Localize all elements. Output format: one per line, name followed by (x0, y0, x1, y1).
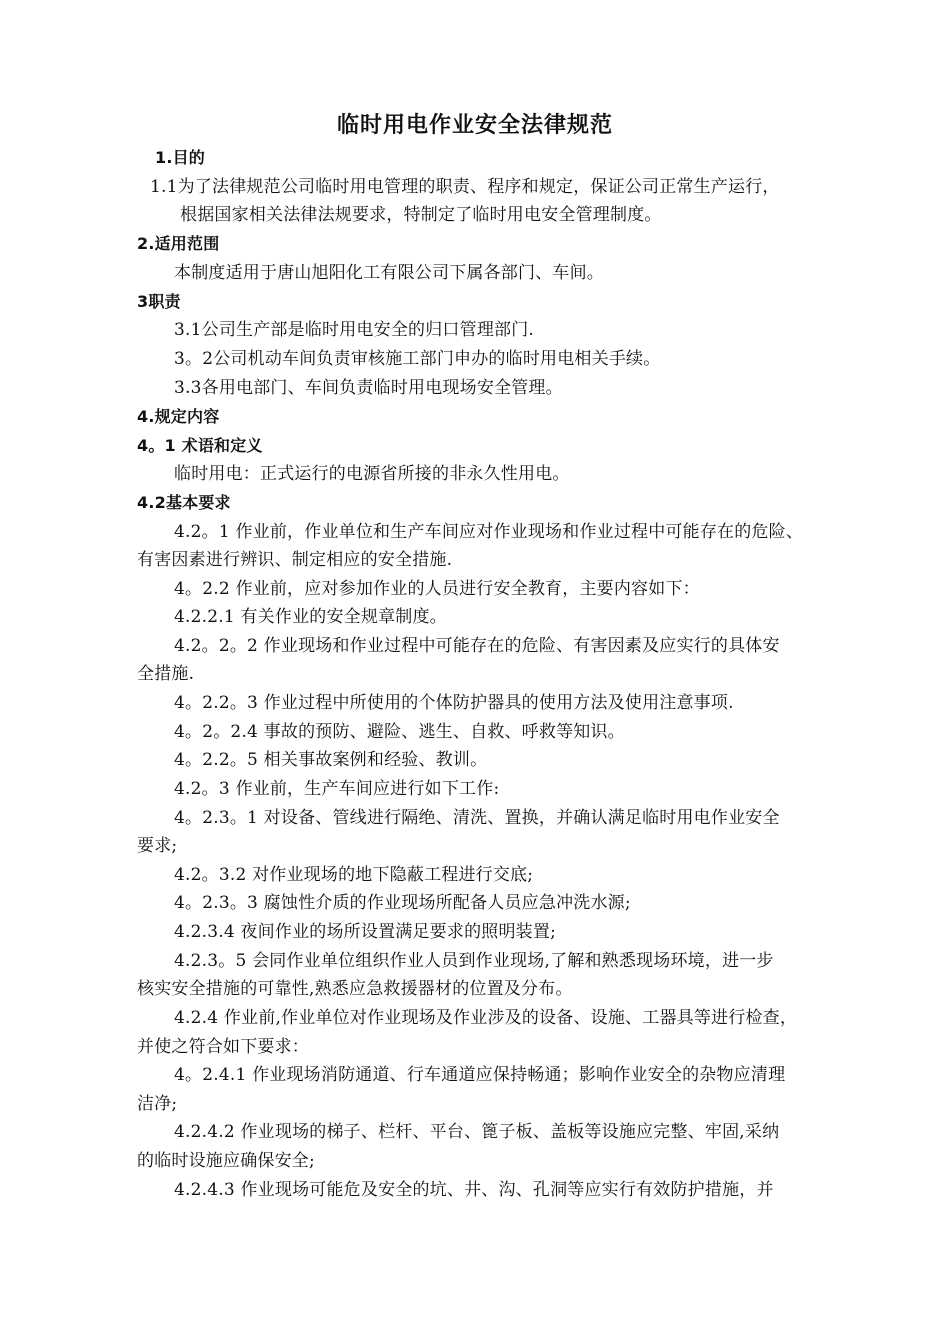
paragraph-line: 4。2.4.1 作业现场消防通道、行车通道应保持畅通；影响作业安全的杂物应清理 (174, 1065, 786, 1085)
paragraph-line: 要求; (137, 836, 178, 856)
paragraph-line: 4.2.4 作业前,作业单位对作业现场及作业涉及的设备、设施、工器具等进行检查， (174, 1008, 798, 1028)
paragraph-line: 有害因素进行辨识、制定相应的安全措施. (137, 550, 453, 570)
paragraph-line: 4。2.3。3 腐蚀性介质的作业现场所配备人员应急冲洗水源; (174, 893, 631, 913)
paragraph-line: 4。2.3。1 对设备、管线进行隔绝、清洗、置换，并确认满足临时用电作业安全 (174, 808, 780, 828)
paragraph-line: 本制度适用于唐山旭阳化工有限公司下属各部门、车间。 (174, 263, 604, 283)
paragraph-line: 4.2.3.4 夜间作业的场所设置满足要求的照明装置; (174, 922, 557, 942)
paragraph-line: 4。2.2 作业前，应对参加作业的人员进行安全教育，主要内容如下： (174, 579, 700, 599)
paragraph-line: 根据国家相关法律法规要求，特制定了临时用电安全管理制度。 (180, 205, 662, 225)
paragraph-line: 4.2.4.3 作业现场可能危及安全的坑、井、沟、孔洞等应实行有效防护措施，并 (174, 1180, 774, 1200)
heading-basic-requirements: 4.2基本要求 (137, 493, 231, 512)
paragraph-line: 4。2.2。5 相关事故案例和经验、教训。 (174, 750, 488, 770)
paragraph-line: 4.2.3。5 会同作业单位组织作业人员到作业现场,了解和熟悉现场环境，进一步 (174, 951, 774, 971)
paragraph-line: 全措施. (137, 664, 195, 684)
paragraph-line: 4.2。3.2 对作业现场的地下隐蔽工程进行交底; (174, 865, 534, 885)
heading-provisions: 4.规定内容 (137, 407, 220, 426)
heading-terms: 4。1 术语和定义 (137, 436, 263, 455)
paragraph-line: 4.2。2。2 作业现场和作业过程中可能存在的危险、有害因素及应实行的具体安 (174, 636, 780, 656)
paragraph-line: 4。2.2。3 作业过程中所使用的个体防护器具的使用方法及使用注意事项. (174, 693, 734, 713)
paragraph-line: 4.2.4.2 作业现场的梯子、栏杆、平台、篦子板、盖板等设施应完整、牢固,采纳 (174, 1122, 780, 1142)
paragraph-line: 临时用电：正式运行的电源省所接的非永久性用电。 (174, 464, 570, 484)
paragraph-line: 4.2。3 作业前，生产车间应进行如下工作: (174, 779, 500, 799)
paragraph-line: 的临时设施应确保安全; (137, 1151, 315, 1171)
paragraph-line: 洁净; (137, 1094, 178, 1114)
paragraph-line: 4。2。2.4 事故的预防、避险、逃生、自救、呼救等知识。 (174, 722, 625, 742)
paragraph-line: 3.3各用电部门、车间负责临时用电现场安全管理。 (174, 378, 563, 398)
heading-scope: 2.适用范围 (137, 234, 220, 253)
paragraph-line: 并使之符合如下要求： (137, 1037, 309, 1057)
paragraph-line: 3。2公司机动车间负责审核施工部门申办的临时用电相关手续。 (174, 349, 661, 369)
paragraph-line: 核实安全措施的可靠性,熟悉应急救援器材的位置及分布。 (137, 979, 573, 999)
paragraph-line: 3.1公司生产部是临时用电安全的归口管理部门. (174, 320, 535, 340)
document-title: 临时用电作业安全法律规范 (336, 113, 613, 138)
paragraph-line: 4.2。1 作业前，作业单位和生产车间应对作业现场和作业过程中可能存在的危险、 (174, 522, 804, 542)
paragraph-line: 4.2.2.1 有关作业的安全规章制度。 (174, 607, 447, 627)
heading-responsibilities: 3职责 (137, 292, 181, 311)
paragraph-line: 1.1为了法律规范公司临时用电管理的职责、程序和规定，保证公司正常生产运行， (150, 177, 780, 197)
heading-purpose: 1.目的 (155, 148, 206, 167)
